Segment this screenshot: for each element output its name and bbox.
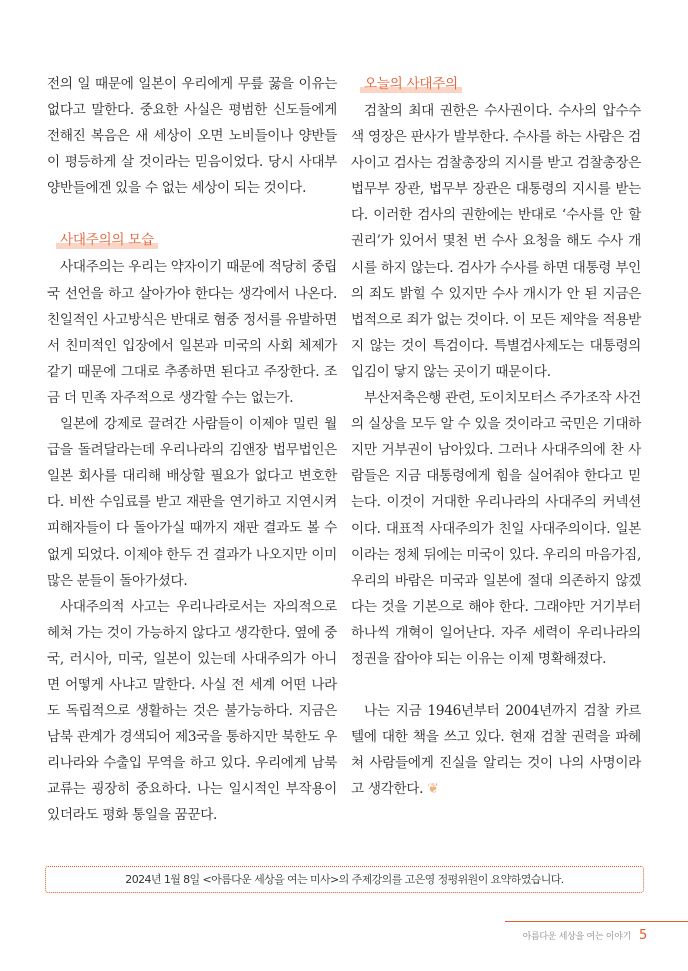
section-heading-sadaejuui-moseup: 사대주의의 모습 [60, 227, 154, 254]
body-paragraph: 일본에 강제로 끌려간 사람들이 이제야 밀린 월급을 돌려달라는데 우리나라의 김앤장 법무법인은 일본 회사를 대리해 배상할 필요가 없다고 변호한다. 비싼 수임료를 받고 재판을 연기하고 지연시켜 피해자들이 다 돌아가실 때까지 재판 결과도 볼 수 없게 되었다. 이제야 한두 건 결과가 나오지만 이미 많은 분들이 돌아가셨다. [47, 416, 337, 589]
paragraph-gap [351, 672, 641, 698]
body-paragraph: 검찰의 최대 권한은 수사권이다. 수사의 압수수색 영장은 판사가 발부한다. 수사를 하는 사람은 검사이고 검사는 검찰총장의 지시를 받고 검찰총장은 법무부 장관, 법무부 장관은 대통령의 지시를 받는다. 이러한 검사의 권한에는 반대로 ‘수사를 안 할 권리’가 있어서 몇천 번 수사 요청을 해도 수사 개시를 하지 않는다. 검사가 수사를 하면 대통령 부인의 죄도 밝힐 수 있지만 수사 개시가 안 된 지금은 법적으로 죄가 없는 것이다. 이 모든 제약을 적용받지 않는 것이 특검이다. 특별검사제도는 대통령의 입김이 닿지 않는 곳이기 때문이다. [351, 103, 641, 380]
paragraph-gap [47, 201, 337, 227]
note-text: 2024년 1월 8일 <아름다운 세상을 여는 미사>의 주제강의를 고은영 정평위원이 요약하였습니다. [125, 873, 564, 886]
page-number: 5 [639, 928, 648, 943]
closing-paragraph [351, 698, 641, 802]
leaf-end-mark-icon: ❦ [427, 781, 439, 798]
left-column [47, 71, 337, 829]
body-paragraph: 사대주의적 사고는 우리나라로서는 자의적으로 헤쳐 가는 것이 가능하지 않다고 생각한다. 옆에 중국, 러시아, 미국, 일본이 있는데 사대주의가 아니면 어떻게 사냐고 말한다. 사실 전 세계 어떤 나라도 독립적으로 생활하는 것은 불가능하다. 지금은 남북 관계가 경색되어 제3국을 통하지만 북한도 우리나라와 수출입 무역을 하고 있다. 우리에게 남북 교류는 굉장히 중요하다. 나는 일시적인 부작용이 있더라도 평화 통일을 꿈꾼다. [47, 598, 337, 824]
section-heading-oneurui-sadaejuui: 오늘의 사대주의 [364, 71, 458, 98]
lecture-summary-note [45, 866, 644, 893]
footer-magazine-title: 아름다운 세상을 여는 이야기 [522, 932, 631, 942]
right-column [351, 71, 641, 802]
body-paragraph: 부산저축은행 관련, 도이치모터스 주가조작 사건의 실상을 모두 알 수 있을 것이라고 국민은 기대하지만 거부권이 남아있다. 그러나 사대주의에 찬 사람들은 지금 대통령에게 힘을 실어줘야 한다고 믿는다. 이것이 거대한 우리나라의 사대주의 커넥션이다. 대표적 사대주의가 친일 사대주의이다. 일본이라는 정체 뒤에는 미국이 있다. 우리의 마음가짐, 우리의 바람은 미국과 일본에 절대 의존하지 않겠다는 것을 기본으로 해야 한다. 그래야만 거기부터 하나씩 개혁이 일어난다. 자주 세력이 우리나라의 정권을 잡아야 되는 이유는 이제 명확해졌다. [351, 390, 641, 667]
body-paragraph: 사대주의는 우리는 약자이기 때문에 적당히 중립국 선언을 하고 살아가야 한다는 생각에서 나온다. 친일적인 사고방식은 반대로 혐중 정서를 유발하면서 친미적인 입장에서 일본과 미국의 사회 체제가 같기 때문에 그대로 추종하면 된다고 주장한다. 조금 더 민족 자주적으로 생각할 수는 없는가. [47, 259, 337, 406]
footer-divider [505, 921, 688, 922]
closing-text: 나는 지금 1946년부터 2004년까지 검찰 카르텔에 대한 책을 쓰고 있다. 현재 검찰 권력을 파헤쳐 사람들에게 진실을 알리는 것이 나의 사명이라고 생각한다. [351, 703, 641, 798]
intro-paragraph: 전의 일 때문에 일본이 우리에게 무릎 꿇을 이유는 없다고 말한다. 중요한 사실은 평범한 신도들에게 전해진 복음은 새 세상이 오면 노비들이나 양반들이 평등하게 살 것이라는 믿음이었다. 당시 사대부 양반들에겐 있을 수 없는 세상이 되는 것이다. [47, 76, 337, 197]
